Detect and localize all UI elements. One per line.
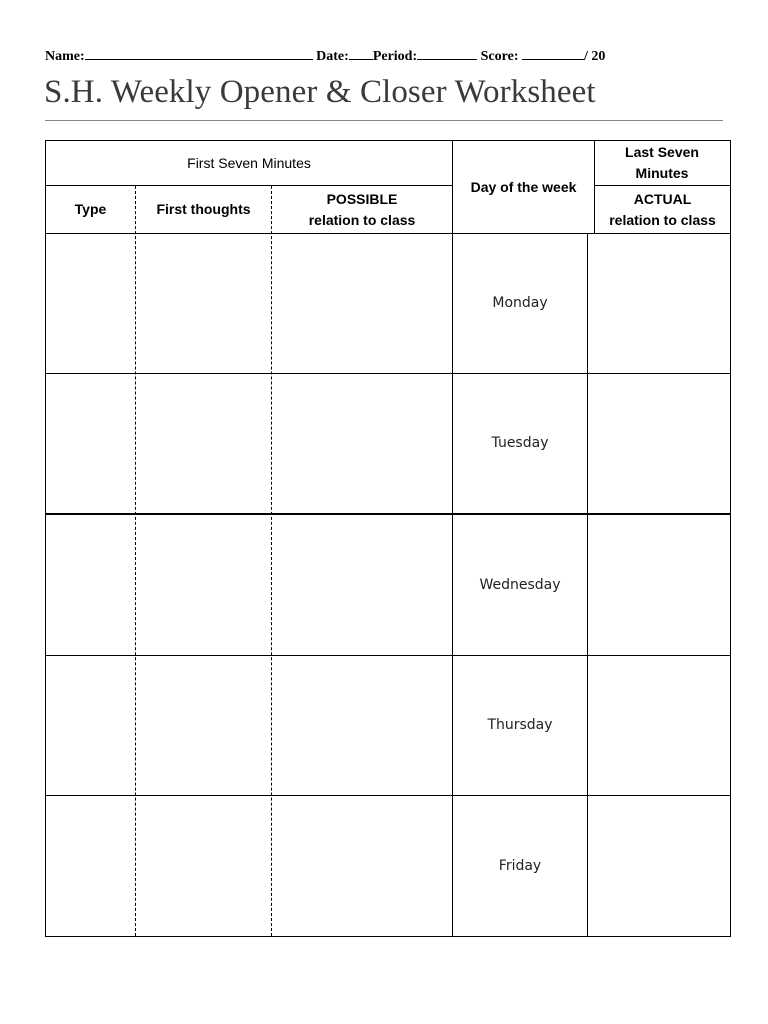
day-of-week-header: Day of the week xyxy=(470,178,577,195)
date-blank[interactable] xyxy=(349,46,373,60)
name-blank[interactable] xyxy=(85,46,313,60)
name-label: Name: xyxy=(45,49,85,64)
first-thoughts-col-header: First thoughts xyxy=(156,201,251,217)
actual-relation-col-header xyxy=(595,186,730,233)
table-border-bottom xyxy=(45,936,731,937)
day-tuesday: Tuesday xyxy=(491,435,549,451)
score-label: Score: xyxy=(480,49,519,64)
type-col-header: Type xyxy=(74,201,107,217)
title-divider xyxy=(45,120,723,121)
possible-relation-label: relation to class xyxy=(308,211,416,228)
day-thursday: Thursday xyxy=(487,717,553,733)
day-friday: Friday xyxy=(498,857,542,874)
thoughts-col-divider xyxy=(271,186,272,936)
last-col-left-body xyxy=(587,233,588,937)
score-blank[interactable] xyxy=(522,46,584,60)
type-col-divider xyxy=(135,186,136,936)
student-info-line xyxy=(45,46,725,65)
period-label: Period: xyxy=(372,49,418,64)
possible-relation-col-header xyxy=(272,186,452,233)
day-wednesday: Wednesday xyxy=(479,576,561,593)
score-total: / 20 xyxy=(583,49,606,64)
row-sep-3 xyxy=(45,655,731,656)
date-label: Date: xyxy=(316,49,349,64)
period-blank[interactable] xyxy=(417,46,477,60)
page-title: S.H. Weekly Opener & Closer Worksheet xyxy=(44,74,596,110)
day-monday: Monday xyxy=(492,295,548,311)
actual-label: ACTUAL xyxy=(633,190,692,207)
table-border-left xyxy=(45,140,46,937)
row-sep-4 xyxy=(45,795,731,796)
actual-relation-label: relation to class xyxy=(609,211,716,228)
last-seven-minutes-header: Last Seven Minutes xyxy=(625,144,699,181)
table-border-right xyxy=(730,140,731,937)
row-sep-1 xyxy=(45,373,731,374)
possible-label: POSSIBLE xyxy=(326,190,398,207)
header-bottom xyxy=(45,233,731,234)
first-seven-minutes-header: First Seven Minutes xyxy=(187,154,311,171)
row-sep-2 xyxy=(45,513,731,515)
